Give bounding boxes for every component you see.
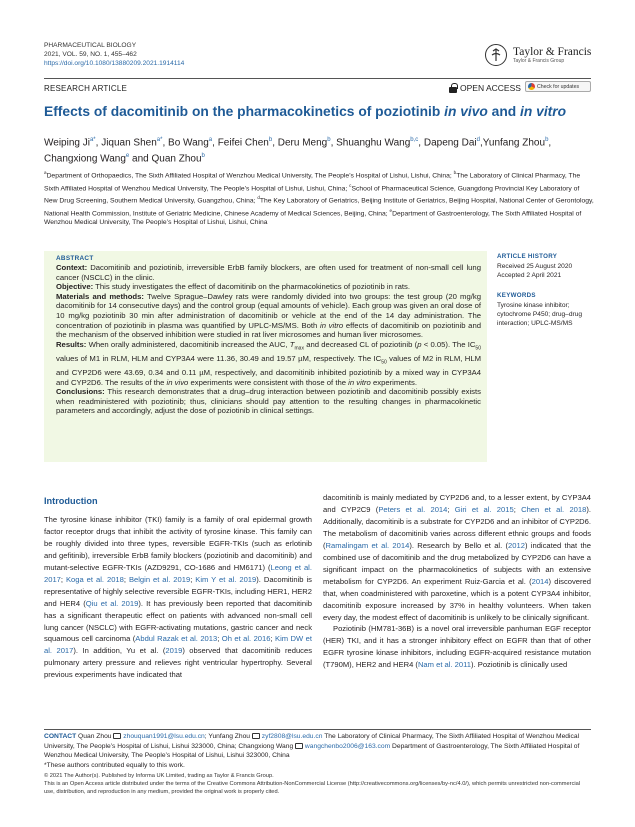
author-affiliation-mark[interactable]: b,c — [410, 137, 419, 143]
ref-giri[interactable]: Giri et al. 2015 — [454, 504, 514, 514]
right-column — [323, 492, 591, 671]
article-title: Effects of dacomitinib on the pharmacokinetics of poziotinib in vivo and in vitro — [44, 104, 567, 119]
affiliation-mark: e — [389, 207, 393, 213]
author-affiliation-mark[interactable]: b — [268, 137, 273, 143]
ref-oh[interactable]: Oh et al. 2016 — [221, 634, 271, 644]
affiliation-mark: d — [257, 195, 260, 201]
author-list — [44, 134, 594, 166]
author-affiliation-mark[interactable]: b — [545, 137, 549, 143]
author-separator: , — [330, 137, 337, 149]
check-updates-button[interactable] — [525, 81, 591, 92]
author-affiliation-mark[interactable]: e — [125, 152, 130, 159]
abstract-conclusions: Conclusions: This research demonstrates that a drug–drug interaction between poziotinib and dacomitinib possibly exists when readministered with poziotinib; thus, clinicians should pay attention to the resulting changes in pharmacokinetic parameters and accordingly, adjust the dose of poziotinib in clinical settings. — [56, 387, 481, 416]
journal-header — [44, 41, 184, 68]
abstract-box — [44, 251, 487, 462]
email-icon — [113, 733, 121, 739]
copyright-line: © 2021 The Author(s). Published by Informa UK Limited, trading as Taylor & Francis Group. — [44, 773, 274, 779]
author-affiliation-mark[interactable]: d — [476, 137, 480, 143]
left-column — [44, 496, 312, 681]
ref-ruiz-garcia[interactable]: 2014 — [531, 576, 549, 586]
article-history-heading: ARTICLE HISTORY — [497, 253, 558, 260]
accepted-date: Accepted 2 April 2021 — [497, 271, 562, 279]
ref-peters[interactable]: Peters et al. 2014 — [378, 504, 448, 514]
journal-volume: 2021, VOL. 59, NO. 1, 455–462 — [44, 51, 137, 58]
intro-paragraph-2: dacomitinib is mainly mediated by CYP2D6 and, to a lesser extent, by CYP3A4 and CYP2C9 (Peters et al. 2014; Giri et al. 2015; Chen et al. 2018). Additionally, dacomitinib is a substrate for CYP2D6 and an inhibitor of CYP2D6. The metabolism of dacomitinib varies across different ethnic groups and foods (Ramalingam et al. 2014). Research by Bello et al. (2012) indicated that the combined use of dacomitinib and the drug metabolized by CYP2D6 can have a significant impact on the pharmacokinetics of subjects with an extensive metabolism for CYP2D6. An experiment Ruiz-Garcia et al. (2014) discovered that, when coadministered with paroxetine, which is a potent CYP3A4 inhibitor, dacomitinib exposure increased by 37% in healthy volunteers. When taken every day, the modest effect of dacomitinib is unlikely to be clinically significant. — [323, 493, 592, 622]
check-updates-label: Check for updates — [537, 83, 580, 90]
taylor-francis-icon — [485, 44, 507, 66]
ref-kim-dw[interactable]: Kim DW et al. 2017 — [44, 634, 312, 656]
abstract-heading: ABSTRACT — [56, 255, 94, 262]
email-link-3[interactable]: wangchenbo2006@163.com — [304, 742, 391, 750]
author-name: Changxiong Wang — [44, 153, 126, 165]
intro-paragraph-1: The tyrosine kinase inhibitor (TKI) family is a family of oral epidermal growth factor receptor drugs that inhibit the activity of tyrosine kinase. This family can be roughly divided into three types, reversible EGFR-TKIs (such as erlotinib and gefitinib), irreversible ErbB family blockers (poziotinib and dacomitinib) and mutant-selective EGFR-TKIs (AZD9291, CO-1686 and HM6171) (Leong et al. 2017; Koga et al. 2018; Belgin et al. 2019; Kim Y et al. 2019). Dacomitinib is representative of highly selective reversible EGFR-TKIs, including HER1, HER2 and HER4 (Qiu et al. 2019). It has previously been reported that dacomitinib has a significant therapeutic effect on patients with advanced non-small cell lung cancer (NSCLC) with EGFR-activating mutations, gastric cancer and neck squamous cell carcinoma (Abdul Razak et al. 2013; Oh et al. 2016; Kim DW et al. 2017). In addition, Yu et al. (2019) observed that dacomitinib reduces pulmonary artery pressure and relieves right ventricular hypertrophy. Several previous experiments have indicated that — [44, 514, 312, 680]
email-icon — [252, 733, 260, 739]
license-text: This is an Open Access article distributed under the terms of the Creative Commons Attribution-NonCommercial License (http://creativecommons.org/licenses/by-nc/4.0/), which permits unrestricted non-commercial use, distribution, and reproduction in any medium, provided the original work is properly cited. — [44, 781, 581, 795]
affiliation-text: Department of Orthopaedics, The Sixth Affiliated Hospital of Wenzhou Medical University, The People’s Hospital of Lishui, Lishui, China; — [46, 172, 454, 180]
intro-paragraph-3: Poziotinib (HM781-36B) is a novel oral irreversible panhuman EGF receptor (HER) TKI, and it has a stronger inhibitory effect on EGFR than that of other EGFR tyrosine kinase inhibitors, including EGFR-acquired resistance mutation (T790M), HER2 and HER4 (Nam et al. 2011). Poziotinib is clinically used — [323, 624, 591, 670]
ref-qiu[interactable]: Qiu et al. 2019 — [85, 598, 139, 608]
ref-bello[interactable]: 2012 — [508, 540, 525, 550]
ref-kim-y[interactable]: Kim Y et al. 2019 — [195, 574, 257, 584]
author-separator: , — [480, 137, 483, 149]
journal-name: PHARMACEUTICAL BIOLOGY — [44, 42, 137, 49]
publisher-subtitle: Taylor & Francis Group — [513, 57, 565, 64]
author-separator: , — [418, 137, 424, 149]
header-divider — [44, 78, 591, 79]
ref-belgin[interactable]: Belgin et al. 2019 — [128, 574, 191, 584]
email-icon — [295, 743, 303, 749]
abstract-results: Results: When orally administered, dacomitinib increased the AUC, $T_{max}$ and decreased CL of poziotinib (p < 0.05). The $IC_{50}$ values of M1 in RLM, HLM and CYP3A4 were 11.36, 30.49 and 19.57 µM, respectively. The $IC_{50}$ values of M2 in RLM, HLM and CYP2D6 were 43.69, 0.34 and 0.11 µM, respectively, and dacomitinib inhibited poziotinib by a mixed way in CYP3A4 and CYP2D6. The results of the in vivo experiments were consistent with those of the in vitro experiments. — [56, 339, 482, 387]
abstract-methods: Materials and methods: Twelve Sprague–Dawley rats were randomly divided into two groups: the test group (20 mg/kg dacomitinib for 14 consecutive days) and the control group (equal amounts of vehicle). Each group was given an oral dose of 10 mg/kg poziotinib 30 min after administration of dacomitinib or vehicle at the end of the 14 day administration. The concentration of poziotinib in plasma was quantified by UPLC-MS/MS. Both in vitro effects of dacomitinib on poziotinib and the mechanism of the observed inhibition were studied in rat liver microsomes and human liver microsomes. — [56, 291, 481, 340]
crossmark-icon — [528, 83, 535, 90]
author-name: Deru Meng — [277, 137, 328, 149]
publisher-logo[interactable] — [485, 44, 591, 66]
article-type: RESEARCH ARTICLE — [44, 84, 128, 93]
affiliation-text: Department of Gastroenterology, The Sixth Affiliated Hospital of Wenzhou Medical University, The People’s Hospital of Lishui, Lishui, China — [44, 209, 582, 227]
author-affiliation-mark[interactable]: b — [327, 137, 331, 143]
abstract-objective: Objective: This study investigates the effect of dacomitinib on the pharmacokinetics of poziotinib in rats. — [56, 282, 410, 292]
email-link-2[interactable]: zyf2808@lsu.edu.cn — [261, 733, 323, 740]
ref-yu[interactable]: 2019 — [165, 646, 183, 656]
open-access-badge — [449, 83, 521, 93]
affiliation-mark: c — [349, 182, 352, 188]
introduction-heading: Introduction — [44, 496, 98, 506]
author-name: Dapeng Dai — [423, 137, 477, 149]
author-name: Yunfang Zhou — [482, 137, 546, 149]
affiliations — [44, 168, 594, 227]
publisher-name: Taylor & Francis — [513, 45, 592, 58]
affiliation-text: School of Pharmaceutical Science, Guangdong Provincial Key Laboratory of New Drug Screening, Southern Medical University, Guangzhou, China; — [44, 184, 580, 205]
affiliation-mark: b — [453, 170, 457, 175]
open-lock-icon — [449, 83, 457, 93]
author-name: Quan Zhou — [151, 153, 202, 165]
affiliation-text: The Key Laboratory of Geriatrics, Beijing Institute of Geriatrics, Beijing Hospital, National Center of Gerontology, National Health Commission, Institute of Geriatric Medicine, Chinese Academy of Medical Sciences, Beijing, China; — [44, 197, 594, 217]
doi-link[interactable]: https://doi.org/10.1080/13880209.2021.1914114 — [44, 60, 185, 67]
article-sidebar — [497, 253, 593, 329]
equal-contribution-note: *These authors contributed equally to this work. — [44, 761, 185, 769]
license-block — [44, 772, 591, 796]
ref-leong[interactable]: Leong et al. 2017 — [44, 562, 312, 584]
abstract-context: Context: Dacomitinib and poziotinib, irreversible ErbB family blockers, are often used for treatment of non-small cell lung cancer (NSCLC) in the clinic. — [56, 263, 481, 282]
ref-abdul-razak[interactable]: Abdul Razak et al. 2013 — [135, 634, 218, 644]
author-separator: , — [212, 137, 218, 149]
author-separator: , — [272, 137, 278, 149]
author-separator: , — [548, 137, 552, 149]
keywords-heading: KEYWORDS — [497, 292, 536, 300]
affiliation-mark: a — [44, 170, 47, 175]
ref-ramalingam[interactable]: Ramalingam et al. 2014 — [325, 540, 410, 550]
ref-nam[interactable]: Nam et al. 2011 — [417, 660, 471, 670]
author-affiliation-mark[interactable]: a* — [156, 137, 163, 143]
ref-chen[interactable]: Chen et al. 2018 — [521, 504, 587, 514]
contact-label: CONTACT — [44, 733, 77, 740]
author-affiliation-mark[interactable]: b — [201, 152, 205, 159]
author-name: Bo Wang — [168, 137, 209, 149]
open-access-label: OPEN ACCESS — [460, 83, 521, 93]
affiliation-text: The Laboratory of Clinical Pharmacy, The Sixth Affiliated Hospital of Wenzhou Medical University, The People’s Hospital of Lishui, Lishui, China; — [44, 172, 581, 192]
author-affiliation-mark[interactable]: a* — [89, 137, 96, 143]
footer-divider — [44, 729, 591, 730]
received-date: Received 25 August 2020 — [497, 262, 573, 270]
contact-block: CONTACT Quan Zhou zhouquan1991@lsu.edu.cn; Yunfang Zhou zyf2808@lsu.edu.cn The Laboratory of Clinical Pharmacy, The Sixth Affiliated Hospital of Wenzhou Medical University, The People’s Hospital of Lishui, Lishui 323000, China; Changxiong Wang wangchenbo2006@163.com Department of Gastroenterology, The Sixth Affiliated Hospital of Wenzhou Medical University, The People’s Hospital of Lishui, Lishui 323000, China *These authors contributed equally to this work. — [44, 732, 591, 770]
email-link-1[interactable]: zhouquan1991@lsu.edu.cn — [123, 733, 205, 740]
author-separator: and — [129, 153, 152, 165]
ref-koga[interactable]: Koga et al. 2018 — [65, 574, 124, 584]
author-separator: , — [162, 137, 169, 149]
author-name: Shuanghu Wang — [336, 137, 411, 149]
author-name: Weiping Ji — [44, 137, 90, 149]
author-name: Jiquan Shen — [101, 137, 157, 149]
keywords-list: Tyrosine kinase inhibitor; cytochrome P450; drug–drug interaction; UPLC-MS/MS — [497, 302, 583, 327]
author-affiliation-mark[interactable]: a — [208, 137, 213, 143]
author-separator: , — [95, 137, 102, 149]
author-name: Feifei Chen — [217, 137, 269, 149]
